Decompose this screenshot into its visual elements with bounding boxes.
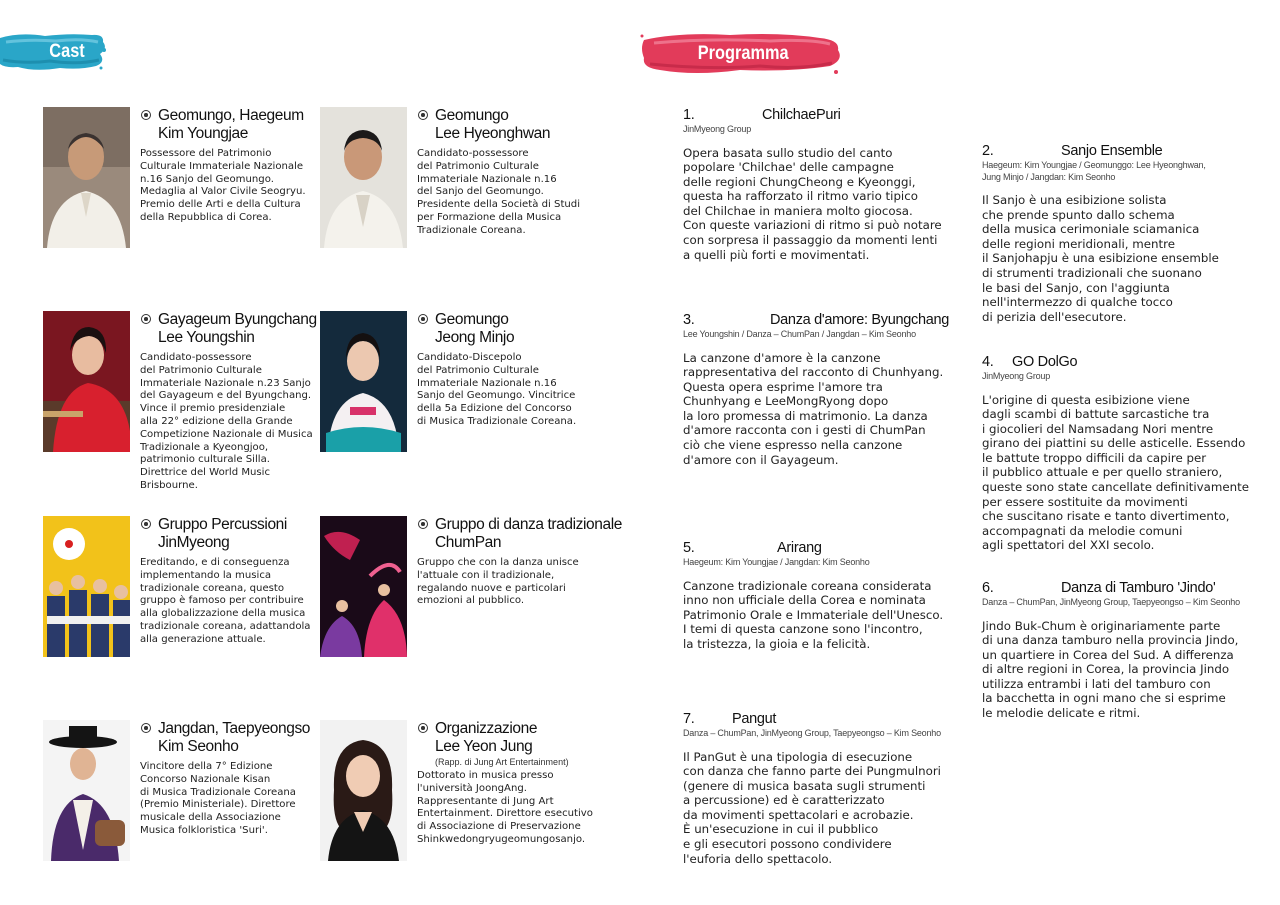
program-credits: Haegeum: Kim Youngjae / Jangdan: Kim Seonho — [683, 557, 870, 567]
cast-bio: Gruppo che con la danza unisce l'attuale con il tradizionale, regalando nuove e particolari emozioni al pubblico. — [417, 557, 579, 607]
bullet-icon — [418, 519, 428, 529]
cast-name: Jeong Minjo — [435, 329, 515, 346]
bullet-icon — [418, 723, 428, 733]
program-banner — [640, 30, 845, 78]
program-item — [683, 711, 968, 866]
program-description: Il PanGut è una tipologia di esecuzione con danza che fanno parte dei Pungmulnori (genere di musica basata sugli strumenti a percussione) ed è caratterizzato da movimenti spettacolari e acrobazie. È un'esecuzione in cui il pubblico e gli esecutori possono condividere l'euforia dello spettacolo. — [683, 749, 941, 866]
program-title: Sanjo Ensemble — [1061, 143, 1163, 159]
cast-role: Organizzazione — [417, 720, 597, 738]
cast-bio: Candidato-Discepolo del Patrimonio Culturale Immateriale Nazionale n.16 Sanjo del Geomungo. Vincitrice della 5a Edizione del Concorso di Musica Tradizionale Coreana. — [417, 352, 577, 427]
cast-role: Geomungo, Haegeum — [140, 107, 320, 125]
cast-photo-lee-yeon-jung — [320, 720, 407, 861]
program-item — [982, 580, 1272, 721]
cast-bio: Candidato-possessore del Patrimonio Culturale Immateriale Nazionale n.23 Sanjo del Gayageum e del Byungchang. Vince il premio presidenziale alla 22° edizione della Grande Competizione Nazionale di Musica Tradizionale a Kyeongjoo, patrimonio culturale Silla. Direttrice del World Music Brisbourne. — [140, 352, 313, 491]
bullet-icon — [418, 110, 428, 120]
program-number: 6. — [982, 580, 994, 596]
cast-role: Jangdan, Taepyeongso — [140, 720, 320, 738]
cast-name: Lee Hyeonghwan — [435, 125, 551, 142]
program-title: Programma — [697, 43, 789, 64]
cast-bio: Candidato-possessore del Patrimonio Culturale Immateriale Nazionale n.16 del Sanjo del Geomungo. Presidente della Società di Studi per Formazione della Musica Tradizionale Coreana. — [417, 148, 581, 236]
bullet-icon — [141, 723, 151, 733]
program-credits: Danza – ChumPan, JinMyeong Group, Taepyeongso – Kim Seonho — [683, 728, 941, 738]
cast-note: (Rapp. di Jung Art Entertainment) — [435, 757, 569, 767]
program-item — [683, 312, 968, 467]
cast-name: Lee Yeon Jung — [435, 738, 533, 755]
cast-name: JinMyeong — [158, 534, 230, 551]
program-description: La canzone d'amore è la canzone rappresentativa del racconto di Chunhyang. Questa opera esprime l'amore tra Chunhyang e LeeMongRyong dopo la loro promessa di matrimonio. La danza d'amore racconta con i gesti di ChumPan ciò che viene espresso nella canzone d'amore con il Gayageum. — [683, 350, 944, 467]
bullet-icon — [418, 314, 428, 324]
program-number: 4. — [982, 354, 994, 370]
program-item — [683, 540, 968, 651]
bullet-icon — [141, 519, 151, 529]
program-credits: Haegeum: Kim Youngjae / Geomunggo: Lee Hyeonghwan, Jung Minjo / Jangdan: Kim Seonho — [982, 160, 1206, 182]
cast-bio: Vincitore della 7° Edizione Concorso Nazionale Kisan di Musica Tradizionale Coreana (Premio Ministeriale). Direttore musicale della Associazione Musica folkloristica 'Suri'. — [140, 761, 296, 836]
cast-role: Geomungo — [417, 311, 597, 329]
program-credits: JinMyeong Group — [982, 371, 1051, 381]
cast-bio: Ereditando, e di conseguenza implementando la musica tradizionale coreana, questo gruppo è famoso per contribuire alla globalizzazione della musica tradizionale coreana, adattandola alla generazione attuale. — [140, 557, 311, 645]
program-description: Opera basata sullo studio del canto popolare 'Chilchae' delle campagne delle regioni ChungCheong e Kyeonggi, questa ha rafforzato il ritmo vario tipico del Chilchae in maniera molto giocosa. Con queste variazioni di ritmo si può notare con sorpresa il passaggio da momenti lenti a quelli più forti e movimentati. — [683, 145, 942, 262]
program-title: Arirang — [777, 540, 822, 556]
cast-photo-kim-youngjae — [43, 107, 130, 248]
cast-name: Lee Youngshin — [158, 329, 255, 346]
program-description: Canzone tradizionale coreana considerata inno non ufficiale della Corea e nominata Patrimonio Orale e Immateriale dell'Unesco. I temi di questa canzone sono l'incontro, la tristezza, la gioia e la felicità. — [683, 578, 944, 651]
cast-photo-jinmyeong — [43, 516, 130, 657]
cast-role: Gruppo Percussioni — [140, 516, 320, 534]
cast-banner — [0, 30, 108, 74]
program-number: 7. — [683, 711, 695, 727]
program-number: 1. — [683, 107, 695, 123]
program-number: 5. — [683, 540, 695, 556]
program-title: Danza d'amore: Byungchang — [770, 312, 950, 328]
program-title: Danza di Tamburo 'Jindo' — [1061, 580, 1216, 596]
cast-bio: Dottorato in musica presso l'università JoongAng. Rappresentante di Jung Art Entertainment. Direttore esecutivo di Associazione di Preservazione Shinkwedongryugeomungosanjo. — [417, 770, 593, 845]
cast-photo-lee-hyeonghwan — [320, 107, 407, 248]
cast-title: Cast — [49, 41, 85, 62]
program-description: L'origine di questa esibizione viene dagli scambi di battute sarcastiche tra i giocolieri del Namsadang Nori mentre girano dei piattini su delle asticelle. Essendo le battute troppo difficili da capire per il pubblico attuale e per quello straniero, queste sono state cancellate definitivamente per essere sostituite da movimenti che suscitano risate e tanto divertimento, accompagnati da melodie comuni agli spettatori del XXI secolo. — [982, 392, 1249, 553]
bullet-icon — [141, 110, 151, 120]
cast-photo-jeong-minjo — [320, 311, 407, 452]
cast-name: Kim Seonho — [158, 738, 239, 755]
cast-photo-kim-seonho — [43, 720, 130, 861]
cast-role: Geomungo — [417, 107, 597, 125]
program-item — [982, 143, 1272, 324]
program-credits: Lee Youngshin / Danza – ChumPan / Jangdan – Kim Seonho — [683, 329, 916, 339]
program-item — [683, 107, 968, 262]
cast-photo-lee-youngshin — [43, 311, 130, 452]
cast-name: Kim Youngjae — [158, 125, 249, 142]
cast-photo-chumpan — [320, 516, 407, 657]
program-number: 3. — [683, 312, 695, 328]
program-number: 2. — [982, 143, 994, 159]
program-credits: JinMyeong Group — [683, 124, 752, 134]
cast-role: Gruppo di danza tradizionale — [417, 516, 597, 534]
program-description: Jindo Buk-Chum è originariamente parte di una danza tamburo nella provincia Jindo, un quartiere in Corea del Sud. A differenza di altre regioni in Corea, la provincia Jindo utilizza entrambi i lati del tamburo con la bacchetta in ogni mano che si esprime le melodie delicate e ritmi. — [982, 618, 1239, 721]
cast-name: ChumPan — [435, 534, 502, 551]
program-credits: Danza – ChumPan, JinMyeong Group, Taepyeongso – Kim Seonho — [982, 597, 1240, 607]
program-item — [982, 354, 1272, 553]
program-description: Il Sanjo è una esibizione solista che prende spunto dallo schema della musica cerimoniale sciamanica delle regioni meridionali, mentre il Sanjohapju è una esibizione ensemble di strumenti tradizionali che suonano le basi del Sanjo, con l'aggiunta nell'intermezzo di qualche tocco di perizia dell'esecutore. — [982, 193, 1219, 324]
cast-role: Gayageum Byungchang — [140, 311, 320, 329]
bullet-icon — [141, 314, 151, 324]
program-title: Pangut — [732, 711, 777, 727]
cast-bio: Possessore del Patrimonio Culturale Immateriale Nazionale n.16 Sanjo del Geomungo. Medaglia al Valor Civile Seogryu. Premio delle Arti e della Cultura della Repubblica di Corea. — [140, 148, 306, 223]
program-title: GO DolGo — [1012, 354, 1078, 370]
program-title: ChilchaePuri — [762, 107, 841, 123]
